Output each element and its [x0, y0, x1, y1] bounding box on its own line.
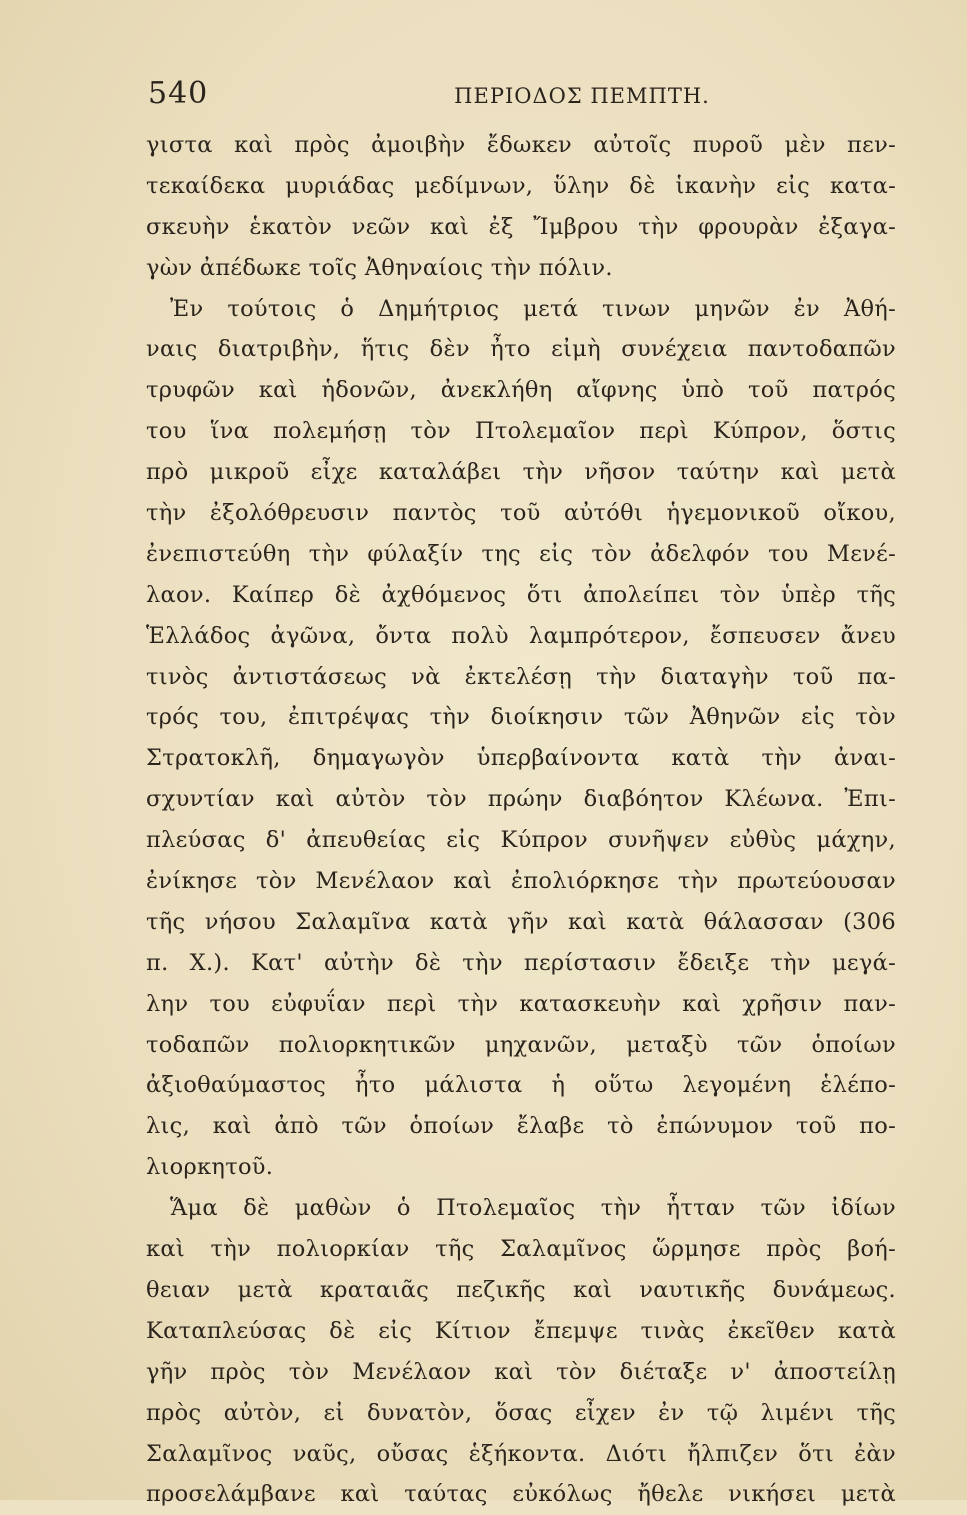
text-line: Καταπλεύσας δὲ εἰς Κίτιον ἔπεμψε τινὰς ἐκεῖθεν κατὰ: [146, 1317, 896, 1344]
page-number: 540: [148, 76, 209, 111]
text-line: γιστα καὶ πρὸς ἀμοιβὴν ἔδωκεν αὐτοῖς πυροῦ μὲν πεν-: [146, 132, 896, 158]
text-line: Σαλαμῖνος ναῦς, οὔσας ἑξήκοντα. Διότι ἤλπιζεν ὅτι ἐὰν: [146, 1440, 896, 1467]
text-line: προσελάμβανε καὶ ταύτας εὐκόλως ἤθελε νικήσει μετὰ: [146, 1481, 896, 1508]
text-line: πρὸς αὐτὸν, εἰ δυνατὸν, ὅσας εἶχεν ἐν τῷ λιμένι τῆς: [146, 1399, 896, 1426]
text-line: λαον. Καίπερ δὲ ἀχθόμενος ὅτι ἀπολείπει τὸν ὑπὲρ τῆς: [146, 581, 896, 608]
text-line: Στρατοκλῆ, δημαγωγὸν ὑπερβαίνοντα κατὰ τὴν ἀναι-: [146, 745, 896, 772]
text-line: τεκαίδεκα μυριάδας μεδίμνων, ὕλην δὲ ἱκανὴν εἰς κατα-: [146, 172, 896, 199]
text-line: θειαν μετὰ κραταιᾶς πεζικῆς καὶ ναυτικῆς δυνάμεως.: [146, 1276, 896, 1303]
text-line: τινὸς ἀντιστάσεως νὰ ἐκτελέσῃ τὴν διαταγὴν τοῦ πα-: [146, 663, 896, 690]
text-line: ἐνίκησε τὸν Μενέλαον καὶ ἐπολιόρκησε τὴν πρωτεύουσαν: [146, 868, 896, 895]
text-line: Ἅμα δὲ μαθὼν ὁ Πτολεμαῖος τὴν ἧτταν τῶν ἰδίων: [170, 1195, 896, 1222]
running-head: ΠΕΡΙΟΔΟΣ ΠΕΜΠΤΗ.: [454, 84, 710, 108]
text-line: γὼν ἀπέδωκε τοῖς Ἀθηναίοις τὴν πόλιν.: [146, 254, 613, 281]
text-line: Ἑλλάδος ἀγῶνα, ὄντα πολὺ λαμπρότερον, ἔσπευσεν ἄνευ: [146, 622, 896, 649]
text-line: σχυντίαν καὶ αὐτὸν τὸν πρώην διαβόητον Κλέωνα. Ἐπι-: [146, 786, 896, 813]
text-line: Ἐν τούτοις ὁ Δημήτριος μετά τινων μηνῶν ἐν Ἀθή-: [170, 295, 896, 322]
text-line: καὶ τὴν πολιορκίαν τῆς Σαλαμῖνος ὥρμησε πρὸς βοή-: [146, 1236, 896, 1263]
text-line: τῆς νήσου Σαλαμῖνα κατὰ γῆν καὶ κατὰ θάλασσαν (306: [146, 908, 896, 935]
text-line: λιορκητοῦ.: [146, 1154, 274, 1181]
page-header: [148, 76, 896, 116]
text-line: γῆν πρὸς τὸν Μενέλαον καὶ τὸν διέταξε ν' ἀποστείλῃ: [146, 1358, 896, 1385]
text-line: τρός του, ἐπιτρέψας τὴν διοίκησιν τῶν Ἀθηνῶν εἰς τὸν: [146, 704, 896, 731]
text-line: λις, καὶ ἀπὸ τῶν ὁποίων ἔλαβε τὸ ἐπώνυμον τοῦ πο-: [146, 1113, 896, 1140]
text-line: ἀξιοθαύμαστος ἦτο μάλιστα ἡ οὕτω λεγομένη ἑλέπο-: [146, 1072, 896, 1099]
text-line: του ἵνα πολεμήσῃ τὸν Πτολεμαῖον περὶ Κύπρον, ὅστις: [146, 418, 896, 445]
text-line: τρυφῶν καὶ ἡδονῶν, ἀνεκλήθη αἴφνης ὑπὸ τοῦ πατρός: [146, 377, 896, 404]
text-line: π. Χ.). Κατ' αὐτὴν δὲ τὴν περίστασιν ἔδειξε τὴν μεγά-: [146, 949, 896, 976]
text-line: τοδαπῶν πολιορκητικῶν μηχανῶν, μεταξὺ τῶν ὁποίων: [146, 1031, 896, 1058]
text-line: σκευὴν ἑκατὸν νεῶν καὶ ἐξ Ἴμβρου τὴν φρουρὰν ἐξαγα-: [146, 213, 896, 240]
text-line: λην του εὐφυΐαν περὶ τὴν κατασκευὴν καὶ χρῆσιν παν-: [146, 990, 896, 1017]
text-line: ἐνεπιστεύθη τὴν φύλαξίν της εἰς τὸν ἀδελφόν του Μενέ-: [146, 540, 896, 567]
text-line: ναις διατριβὴν, ἥτις δὲν ἦτο εἰμὴ συνέχεια παντοδαπῶν: [146, 336, 896, 363]
text-line: τὴν ἐξολόθρευσιν παντὸς τοῦ αὐτόθι ἡγεμονικοῦ οἴκου,: [146, 500, 896, 527]
text-line: πρὸ μικροῦ εἶχε καταλάβει τὴν νῆσον ταύτην καὶ μετὰ: [146, 459, 896, 486]
text-line: πλεύσας δ' ἀπευθείας εἰς Κύπρον συνῆψεν εὐθὺς μάχην,: [146, 827, 896, 854]
body-text: [146, 125, 896, 1515]
